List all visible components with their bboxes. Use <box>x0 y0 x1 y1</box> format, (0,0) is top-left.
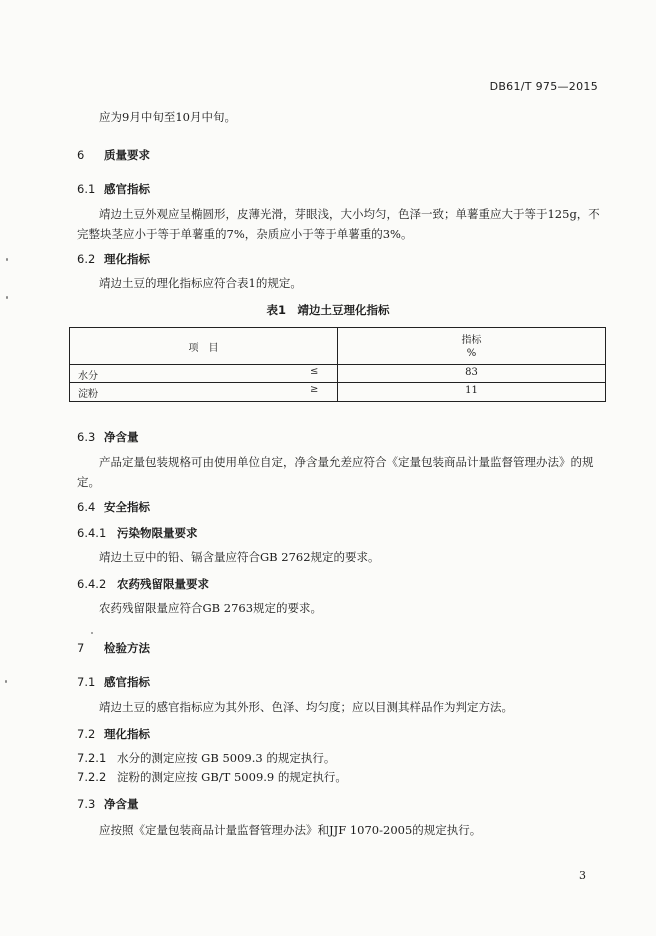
table-row-divider <box>70 382 605 383</box>
scan-speck <box>91 632 93 634</box>
section-7-3-paragraph: 应按照《定量包装商品计量监督管理办法》和JJF 1070-2005的规定执行。 <box>99 823 482 837</box>
section-number: 6 <box>77 148 85 162</box>
section-number: 7.2 <box>77 727 96 741</box>
item-number: 7.2.1 <box>77 751 107 765</box>
quality-table <box>69 327 606 402</box>
section-title: 理化指标 <box>104 727 150 741</box>
section-7-2-heading <box>77 726 150 742</box>
section-title: 感官指标 <box>104 675 150 689</box>
section-number: 6.3 <box>77 430 96 444</box>
table-caption: 表1 靖边土豆理化指标 <box>266 303 390 317</box>
section-6-4-1-paragraph: 靖边土豆中的铅、镉含量应符合GB 2762规定的要求。 <box>99 550 380 564</box>
section-number: 7.3 <box>77 797 96 811</box>
section-7-1-paragraph: 靖边土豆的感官指标应为其外形、色泽、均匀度；应以目测其样品作为判定方法。 <box>99 700 513 714</box>
section-number: 7 <box>77 641 85 655</box>
section-title: 污染物限量要求 <box>117 526 198 540</box>
section-6-2-paragraph: 靖边土豆的理化指标应符合表1的规定。 <box>99 276 302 290</box>
section-6-3-paragraph-line2: 定。 <box>77 475 100 489</box>
scan-speck <box>5 680 7 683</box>
section-6-4-2-heading <box>77 576 209 592</box>
section-number: 6.1 <box>77 182 96 196</box>
table-header-divider <box>70 364 605 365</box>
section-6-1-paragraph-line2: 完整块茎应小于等于单薯重的7%，杂质应小于等于单薯重的3%。 <box>77 227 413 241</box>
intro-paragraph: 应为9月中旬至10月中旬。 <box>99 110 236 124</box>
section-number: 6.4 <box>77 500 96 514</box>
section-6-3-heading <box>77 429 139 445</box>
section-6-3-paragraph-line1: 产品定量包装规格可由使用单位自定，净含量允差应符合《定量包装商品计量监督管理办法》的规 <box>99 455 594 469</box>
item-text: 水分的测定应按 GB 5009.3 的规定执行。 <box>117 751 336 765</box>
section-title: 安全指标 <box>104 500 150 514</box>
section-6-4-1-heading <box>77 525 198 541</box>
scan-speck <box>6 258 8 261</box>
section-6-1-paragraph-line1: 靖边土豆外观应呈椭圆形，皮薄光滑，芽眼浅，大小均匀，色泽一致；单薯重应大于等于125g，不 <box>99 207 600 221</box>
section-6-4-2-paragraph: 农药残留限量应符合GB 2763规定的要求。 <box>99 601 323 615</box>
document-code: DB61/T 975—2015 <box>489 80 598 93</box>
section-title: 理化指标 <box>104 252 150 266</box>
section-number: 6.4.1 <box>77 526 107 540</box>
section-7-heading <box>77 640 150 656</box>
section-6-2-heading <box>77 251 150 267</box>
section-title: 感官指标 <box>104 182 150 196</box>
section-7-1-heading <box>77 674 150 690</box>
section-6-4-heading <box>77 499 150 515</box>
section-number: 6.4.2 <box>77 577 107 591</box>
section-title: 净含量 <box>104 430 139 444</box>
item-text: 淀粉的测定应按 GB/T 5009.9 的规定执行。 <box>117 770 347 784</box>
table-header-item: 项 目 <box>188 343 219 354</box>
section-7-2-2-item <box>77 767 579 787</box>
table-header-unit: % <box>466 348 477 359</box>
table-row-value: 83 <box>465 367 478 378</box>
section-7-3-heading <box>77 796 139 812</box>
section-7-2-1-item <box>77 748 579 768</box>
page-number: 3 <box>579 869 586 882</box>
table-row-value: 11 <box>465 385 478 396</box>
table-row-operator: ≥ <box>310 384 319 395</box>
section-6-1-heading <box>77 181 150 197</box>
item-number: 7.2.2 <box>77 770 107 784</box>
table-row-operator: ≤ <box>310 366 319 377</box>
section-title: 农药残留限量要求 <box>117 577 209 591</box>
section-title: 质量要求 <box>104 148 150 162</box>
section-title: 检验方法 <box>104 641 150 655</box>
table-row-name: 水分 <box>78 371 98 382</box>
section-number: 6.2 <box>77 252 96 266</box>
section-number: 7.1 <box>77 675 96 689</box>
table-header-index: 指标 <box>461 335 482 346</box>
section-title: 净含量 <box>104 797 139 811</box>
scan-speck <box>6 296 8 299</box>
table-row-name: 淀粉 <box>78 389 98 400</box>
section-6-heading <box>77 147 150 163</box>
